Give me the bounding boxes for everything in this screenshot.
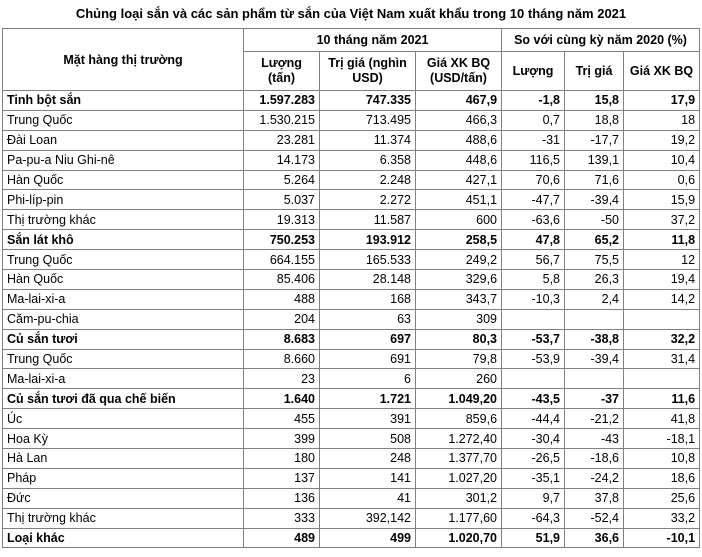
table-row [3,110,700,130]
cell-value-pct: 2,4 [565,289,624,309]
cell-value: 392,142 [320,508,416,528]
table-row [3,329,700,349]
cell-volume-pct [502,309,565,329]
cell-price: 488,6 [416,130,502,150]
header-volume-pct: Lượng [502,52,565,91]
cell-market: Đài Loan [3,130,244,150]
cell-price: 466,3 [416,110,502,130]
cell-value-pct: 18,8 [565,110,624,130]
cell-volume: 489 [244,528,320,548]
cell-price: 600 [416,210,502,230]
header-group-2021: 10 tháng năm 2021 [244,29,502,52]
cell-price: 427,1 [416,170,502,190]
cell-price: 451,1 [416,190,502,210]
cell-value-pct: -50 [565,210,624,230]
cell-value: 248 [320,449,416,469]
cell-volume: 1.530.215 [244,110,320,130]
cell-value: 6 [320,369,416,389]
cell-value-pct: -21,2 [565,409,624,429]
cell-volume-pct: 56,7 [502,250,565,270]
cell-value-pct: 65,2 [565,230,624,250]
cell-volume-pct: -53,9 [502,349,565,369]
cell-value: 391 [320,409,416,429]
header-price: Giá XK BQ (USD/tấn) [416,52,502,91]
cell-volume-pct: -64,3 [502,508,565,528]
cell-value: 168 [320,289,416,309]
cell-value-pct: 36,6 [565,528,624,548]
cell-volume: 137 [244,468,320,488]
cell-value: 747.335 [320,91,416,111]
cell-volume: 5.264 [244,170,320,190]
cell-value-pct: 139,1 [565,150,624,170]
cell-market: Phi-líp-pin [3,190,244,210]
table-row [3,409,700,429]
cell-volume: 8.660 [244,349,320,369]
cell-market: Pa-pu-a Niu Ghi-nê [3,150,244,170]
cell-price: 1.049,20 [416,389,502,409]
table-row [3,528,700,548]
cell-price: 1.177,60 [416,508,502,528]
cell-price-pct: 37,2 [624,210,700,230]
table-row [3,130,700,150]
table-row [3,468,700,488]
cell-volume-pct: -35,1 [502,468,565,488]
cell-volume-pct: -44,4 [502,409,565,429]
cell-market: Căm-pu-chia [3,309,244,329]
cell-volume-pct: -10,3 [502,289,565,309]
cell-value: 193.912 [320,230,416,250]
cell-volume: 136 [244,488,320,508]
table-row [3,289,700,309]
table-row [3,449,700,469]
cell-market: Trung Quốc [3,110,244,130]
cell-value-pct: -39,4 [565,349,624,369]
table-title: Chủng loại sắn và các sản phẩm từ sắn của Việt Nam xuất khẩu trong 10 tháng năm 2021 [75,6,627,21]
cell-value: 697 [320,329,416,349]
cell-price: 1.272,40 [416,429,502,449]
table-row [3,389,700,409]
table-row [3,230,700,250]
cell-price-pct [624,369,700,389]
cell-price: 301,2 [416,488,502,508]
cell-price: 79,8 [416,349,502,369]
cell-value: 11.587 [320,210,416,230]
cell-value-pct: -24,2 [565,468,624,488]
cell-market: Pháp [3,468,244,488]
cell-market: Hoa Kỳ [3,429,244,449]
cell-value: 11.374 [320,130,416,150]
cell-price: 467,9 [416,91,502,111]
header-value-pct: Trị giá [565,52,624,91]
cell-value: 1.721 [320,389,416,409]
cell-market: Loại khác [3,528,244,548]
cell-volume: 23 [244,369,320,389]
cell-value-pct: -39,4 [565,190,624,210]
cell-volume: 664.155 [244,250,320,270]
cell-price: 249,2 [416,250,502,270]
cell-volume: 180 [244,449,320,469]
cell-value: 141 [320,468,416,488]
cell-market: Thị trường khác [3,508,244,528]
cell-volume-pct: 47,8 [502,230,565,250]
cell-price-pct: 15,9 [624,190,700,210]
cell-price-pct: 18,6 [624,468,700,488]
cell-price: 1.377,70 [416,449,502,469]
cell-value-pct: 26,3 [565,270,624,290]
cell-volume-pct [502,369,565,389]
cell-price: 80,3 [416,329,502,349]
cell-price-pct: 41,8 [624,409,700,429]
table-row [3,488,700,508]
cell-market: Úc [3,409,244,429]
table-body [3,91,700,548]
cell-market: Hà Lan [3,449,244,469]
cell-volume-pct: 70,6 [502,170,565,190]
cell-value-pct: -37 [565,389,624,409]
cell-value-pct: 71,6 [565,170,624,190]
cell-price-pct: 10,8 [624,449,700,469]
header-group-compare: So với cùng kỳ năm 2020 (%) [502,29,700,52]
cell-price: 448,6 [416,150,502,170]
cell-volume: 399 [244,429,320,449]
cell-value: 165.533 [320,250,416,270]
cell-value-pct: -43 [565,429,624,449]
header-price-pct: Giá XK BQ [624,52,700,91]
cell-price: 1.027,20 [416,468,502,488]
cell-price-pct: 18 [624,110,700,130]
cell-value-pct: -18,6 [565,449,624,469]
cell-volume-pct: -31 [502,130,565,150]
cell-volume-pct: -1,8 [502,91,565,111]
cell-volume-pct: 116,5 [502,150,565,170]
cell-price-pct: 14,2 [624,289,700,309]
cell-price: 309 [416,309,502,329]
cell-market: Củ sắn tươi đã qua chế biến [3,389,244,409]
cell-volume: 1.597.283 [244,91,320,111]
cell-value: 63 [320,309,416,329]
table-row [3,150,700,170]
cell-price-pct: 31,4 [624,349,700,369]
cell-price-pct: 19,2 [624,130,700,150]
cell-volume: 14.173 [244,150,320,170]
export-table [2,28,700,548]
cell-value-pct: -52,4 [565,508,624,528]
cell-price: 859,6 [416,409,502,429]
cell-price-pct: -18,1 [624,429,700,449]
cell-value-pct: 75,5 [565,250,624,270]
cell-value: 2.248 [320,170,416,190]
cell-volume-pct: 9,7 [502,488,565,508]
cell-volume-pct: -30,4 [502,429,565,449]
header-row-1 [3,29,700,52]
table-row [3,369,700,389]
cell-price-pct: -10,1 [624,528,700,548]
cell-market: Sắn lát khô [3,230,244,250]
table-row [3,91,700,111]
table-row [3,429,700,449]
cell-value: 28.148 [320,270,416,290]
cell-value: 2.272 [320,190,416,210]
cell-price: 258,5 [416,230,502,250]
cell-volume-pct: -26,5 [502,449,565,469]
cell-value: 713.495 [320,110,416,130]
cell-volume-pct: -43,5 [502,389,565,409]
cell-price-pct: 11,6 [624,389,700,409]
cell-volume-pct: -63,6 [502,210,565,230]
cell-volume: 488 [244,289,320,309]
cell-price-pct: 11,8 [624,230,700,250]
cell-volume: 750.253 [244,230,320,250]
cell-volume-pct: -53,7 [502,329,565,349]
cell-volume-pct: -47,7 [502,190,565,210]
cell-volume: 19.313 [244,210,320,230]
cell-price: 260 [416,369,502,389]
cell-volume: 455 [244,409,320,429]
table-row [3,210,700,230]
cell-value: 508 [320,429,416,449]
table-row [3,309,700,329]
cell-price: 343,7 [416,289,502,309]
cell-volume: 1.640 [244,389,320,409]
cell-volume-pct: 51,9 [502,528,565,548]
cell-value-pct: 15,8 [565,91,624,111]
cell-market: Củ sắn tươi [3,329,244,349]
header-value: Trị giá (nghìn USD) [320,52,416,91]
cell-market: Đức [3,488,244,508]
table-row [3,270,700,290]
table-row [3,170,700,190]
cell-value: 499 [320,528,416,548]
cell-price-pct: 19,4 [624,270,700,290]
table-row [3,190,700,210]
cell-price-pct: 0,6 [624,170,700,190]
cell-volume: 333 [244,508,320,528]
cell-value-pct: -38,8 [565,329,624,349]
table-row [3,250,700,270]
cell-price-pct: 10,4 [624,150,700,170]
cell-volume-pct: 0,7 [502,110,565,130]
cell-volume: 85.406 [244,270,320,290]
cell-price-pct: 25,6 [624,488,700,508]
cell-market: Hàn Quốc [3,270,244,290]
cell-price: 329,6 [416,270,502,290]
cell-value: 6.358 [320,150,416,170]
cell-market: Ma-lai-xi-a [3,289,244,309]
cell-volume: 8.683 [244,329,320,349]
cell-value-pct: 37,8 [565,488,624,508]
table-row [3,508,700,528]
header-volume: Lượng (tấn) [244,52,320,91]
cell-value-pct: -17,7 [565,130,624,150]
cell-price-pct: 33,2 [624,508,700,528]
cell-price-pct: 17,9 [624,91,700,111]
cell-price-pct [624,309,700,329]
cell-market: Thị trường khác [3,210,244,230]
cell-market: Ma-lai-xi-a [3,369,244,389]
cell-market: Tinh bột sắn [3,91,244,111]
cell-volume: 204 [244,309,320,329]
cell-volume: 5.037 [244,190,320,210]
cell-market: Trung Quốc [3,349,244,369]
cell-value-pct [565,309,624,329]
cell-volume-pct: 5,8 [502,270,565,290]
cell-price-pct: 32,2 [624,329,700,349]
cell-value-pct [565,369,624,389]
cell-value: 691 [320,349,416,369]
cell-volume: 23.281 [244,130,320,150]
cell-value: 41 [320,488,416,508]
cell-price: 1.020,70 [416,528,502,548]
cell-price-pct: 12 [624,250,700,270]
cell-market: Trung Quốc [3,250,244,270]
cell-market: Hàn Quốc [3,170,244,190]
table-row [3,349,700,369]
header-market: Mặt hàng thị trường [3,29,244,91]
